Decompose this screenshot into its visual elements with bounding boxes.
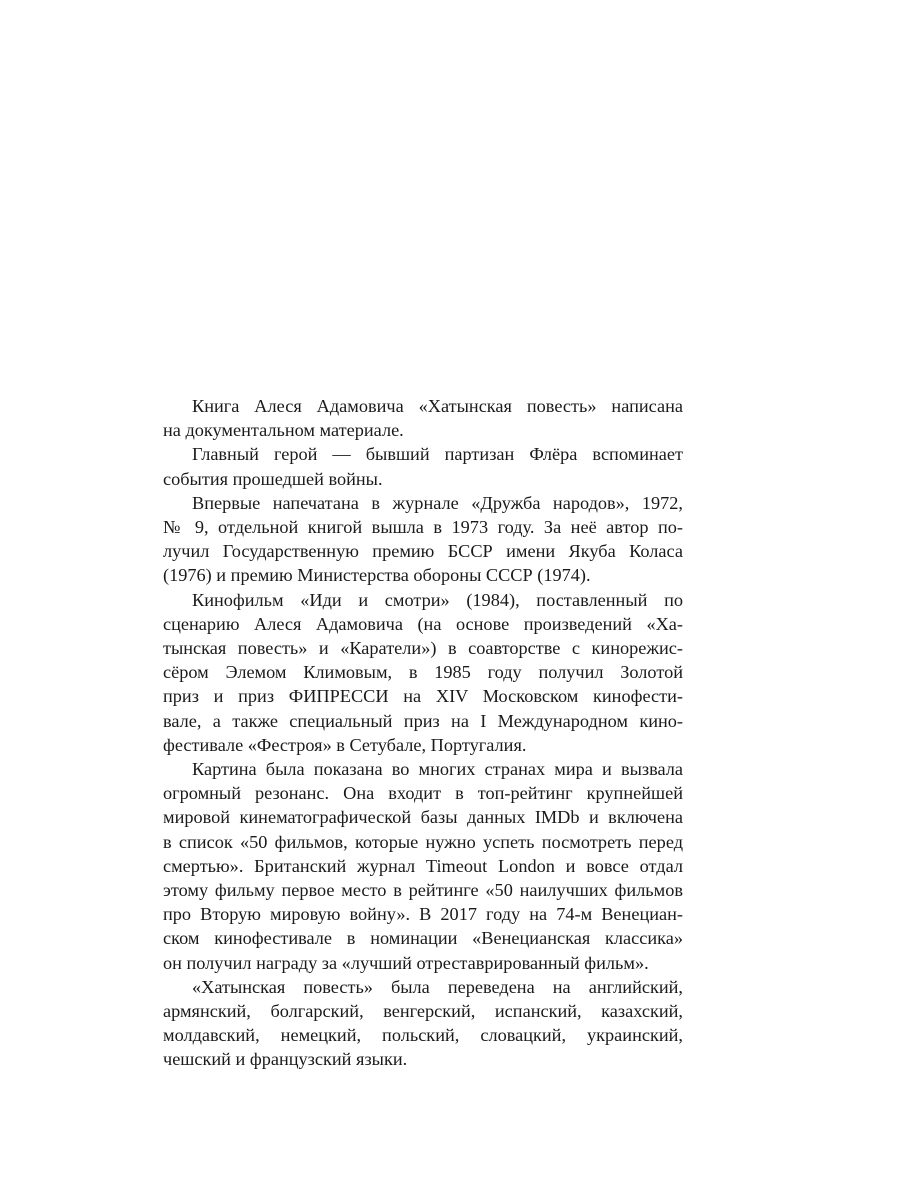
text-line: «Хатынская повесть» была переведена на английский, <box>192 976 683 997</box>
text-line: на документальном материале. <box>163 420 404 441</box>
text-line: тынская повесть» и «Каратели») в соавторстве с кинорежис- <box>163 638 683 659</box>
text-line: Впервые напечатана в журнале «Дружба народов», 1972, <box>192 492 683 513</box>
paragraph-2 <box>163 442 683 490</box>
text-line: (1976) и премию Министерства обороны СССР (1974). <box>163 565 591 586</box>
text-line: сценарию Алеся Адамовича (на основе произведений «Ха- <box>163 613 683 634</box>
paragraph-5 <box>163 757 683 975</box>
text-line: смертью». Британский журнал Timeout London и вовсе отдал <box>163 855 683 876</box>
text-line: № 9, отдельной книгой вышла в 1973 году. За неё автор по- <box>163 517 683 538</box>
text-line: сёром Элемом Климовым, в 1985 году получил Золотой <box>163 662 683 683</box>
text-line: приз и приз ФИПРЕССИ на XIV Московском кинофести- <box>163 686 683 707</box>
text-line: события прошедшей войны. <box>163 468 383 489</box>
paragraph-1 <box>163 394 683 442</box>
text-line: этому фильму первое место в рейтинге «50 наилучших фильмов <box>163 880 683 901</box>
text-line: мировой кинематографической базы данных IMDb и включена <box>163 807 683 828</box>
text-line: огромный резонанс. Она входит в топ-рейтинг крупнейшей <box>163 783 683 804</box>
text-line: Картина была показана во многих странах мира и вызвала <box>192 759 683 780</box>
text-line: лучил Государственную премию БССР имени Якуба Коласа <box>163 541 683 562</box>
paragraph-3 <box>163 491 683 588</box>
text-line: армянский, болгарский, венгерский, испанский, казахский, <box>163 1001 683 1022</box>
text-line: чешский и французский языки. <box>163 1049 408 1070</box>
text-line: фестивале «Фестроя» в Сетубале, Португалия. <box>163 734 527 755</box>
text-line: молдавский, немецкий, польский, словацкий, украинский, <box>163 1025 683 1046</box>
paragraph-6 <box>163 975 683 1072</box>
text-line: вале, а также специальный приз на I Международном кино- <box>163 710 683 731</box>
text-line: Книга Алеся Адамовича «Хатынская повесть» написана <box>192 396 683 416</box>
text-line: ском кинофестивале в номинации «Венецианская классика» <box>163 928 683 949</box>
text-line: в список «50 фильмов, которые нужно успеть посмотреть перед <box>163 831 683 852</box>
text-line: Главный герой — бывший партизан Флёра вспоминает <box>192 444 683 465</box>
text-line: Кинофильм «Иди и смотри» (1984), поставленный по <box>192 589 683 610</box>
annotation-text <box>163 394 683 1072</box>
text-line: он получил награду за «лучший отреставрированный фильм». <box>163 952 649 973</box>
paragraph-4 <box>163 588 683 757</box>
text-line: про Вторую мировую войну». В 2017 году на 74-м Венециан- <box>163 904 683 925</box>
